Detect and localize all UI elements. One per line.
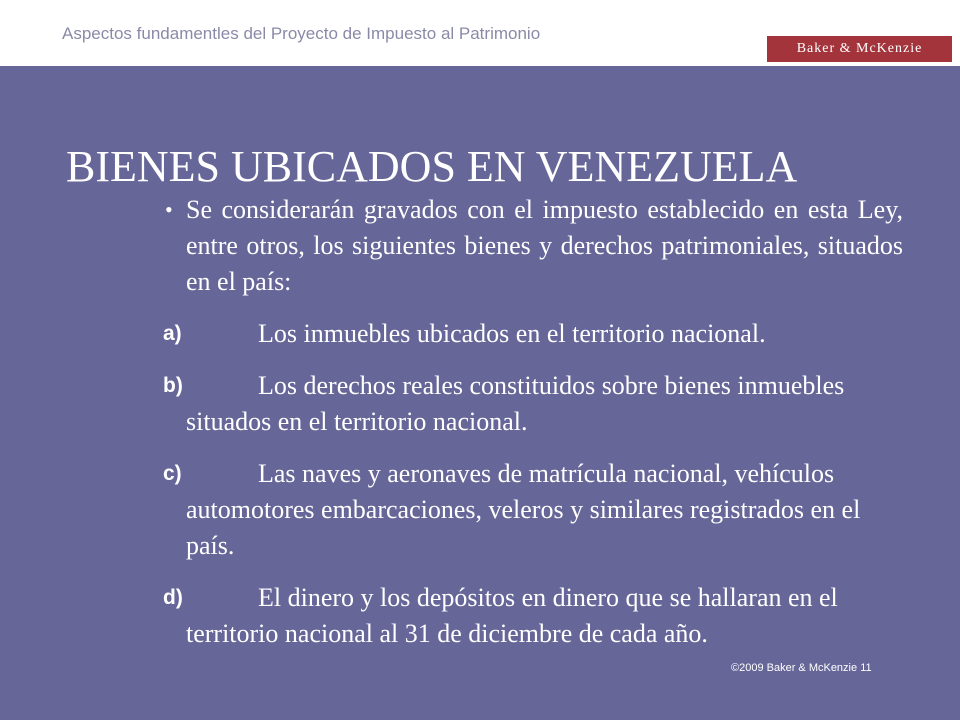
list-item-d [163, 580, 903, 652]
item-text: Las naves y aeronaves de matrícula nacional, vehículos automotores embarcaciones, veleros y similares registrados en el país. [186, 459, 861, 560]
baker-mckenzie-logo [767, 36, 952, 62]
item-letter: c) [163, 462, 182, 485]
intro-paragraph [163, 192, 903, 300]
list-item-c [163, 456, 903, 564]
item-text: El dinero y los depósitos en dinero que se hallaran en el territorio nacional al 31 de diciembre de cada año. [186, 583, 838, 648]
page-number: 11 [860, 662, 872, 674]
item-text: Los derechos reales constituidos sobre bienes inmuebles situados en el territorio nacional. [186, 371, 845, 436]
item-text: Los inmuebles ubicados en el territorio nacional. [258, 319, 766, 348]
slide-footer [731, 662, 872, 674]
list-item-a [163, 316, 903, 352]
logo-text: Baker & McKenzie [796, 41, 923, 56]
item-letter: d) [163, 586, 183, 609]
list-item-b [163, 368, 903, 440]
header-bar [0, 0, 960, 66]
intro-text: Se considerarán gravados con el impuesto establecido en esta Ley, entre otros, los siguientes bienes y derechos patrimoniales, situados en el país: [186, 195, 903, 296]
item-letter: a) [163, 322, 182, 345]
item-letter: b) [163, 374, 183, 397]
slide-title: BIENES UBICADOS EN VENEZUELA [66, 142, 798, 191]
slide-content [163, 192, 903, 668]
presentation-subtitle: Aspectos fundamentles del Proyecto de Impuesto al Patrimonio [62, 24, 541, 43]
bullet-icon: • [165, 197, 173, 222]
copyright-text: ©2009 Baker & McKenzie [731, 662, 858, 674]
